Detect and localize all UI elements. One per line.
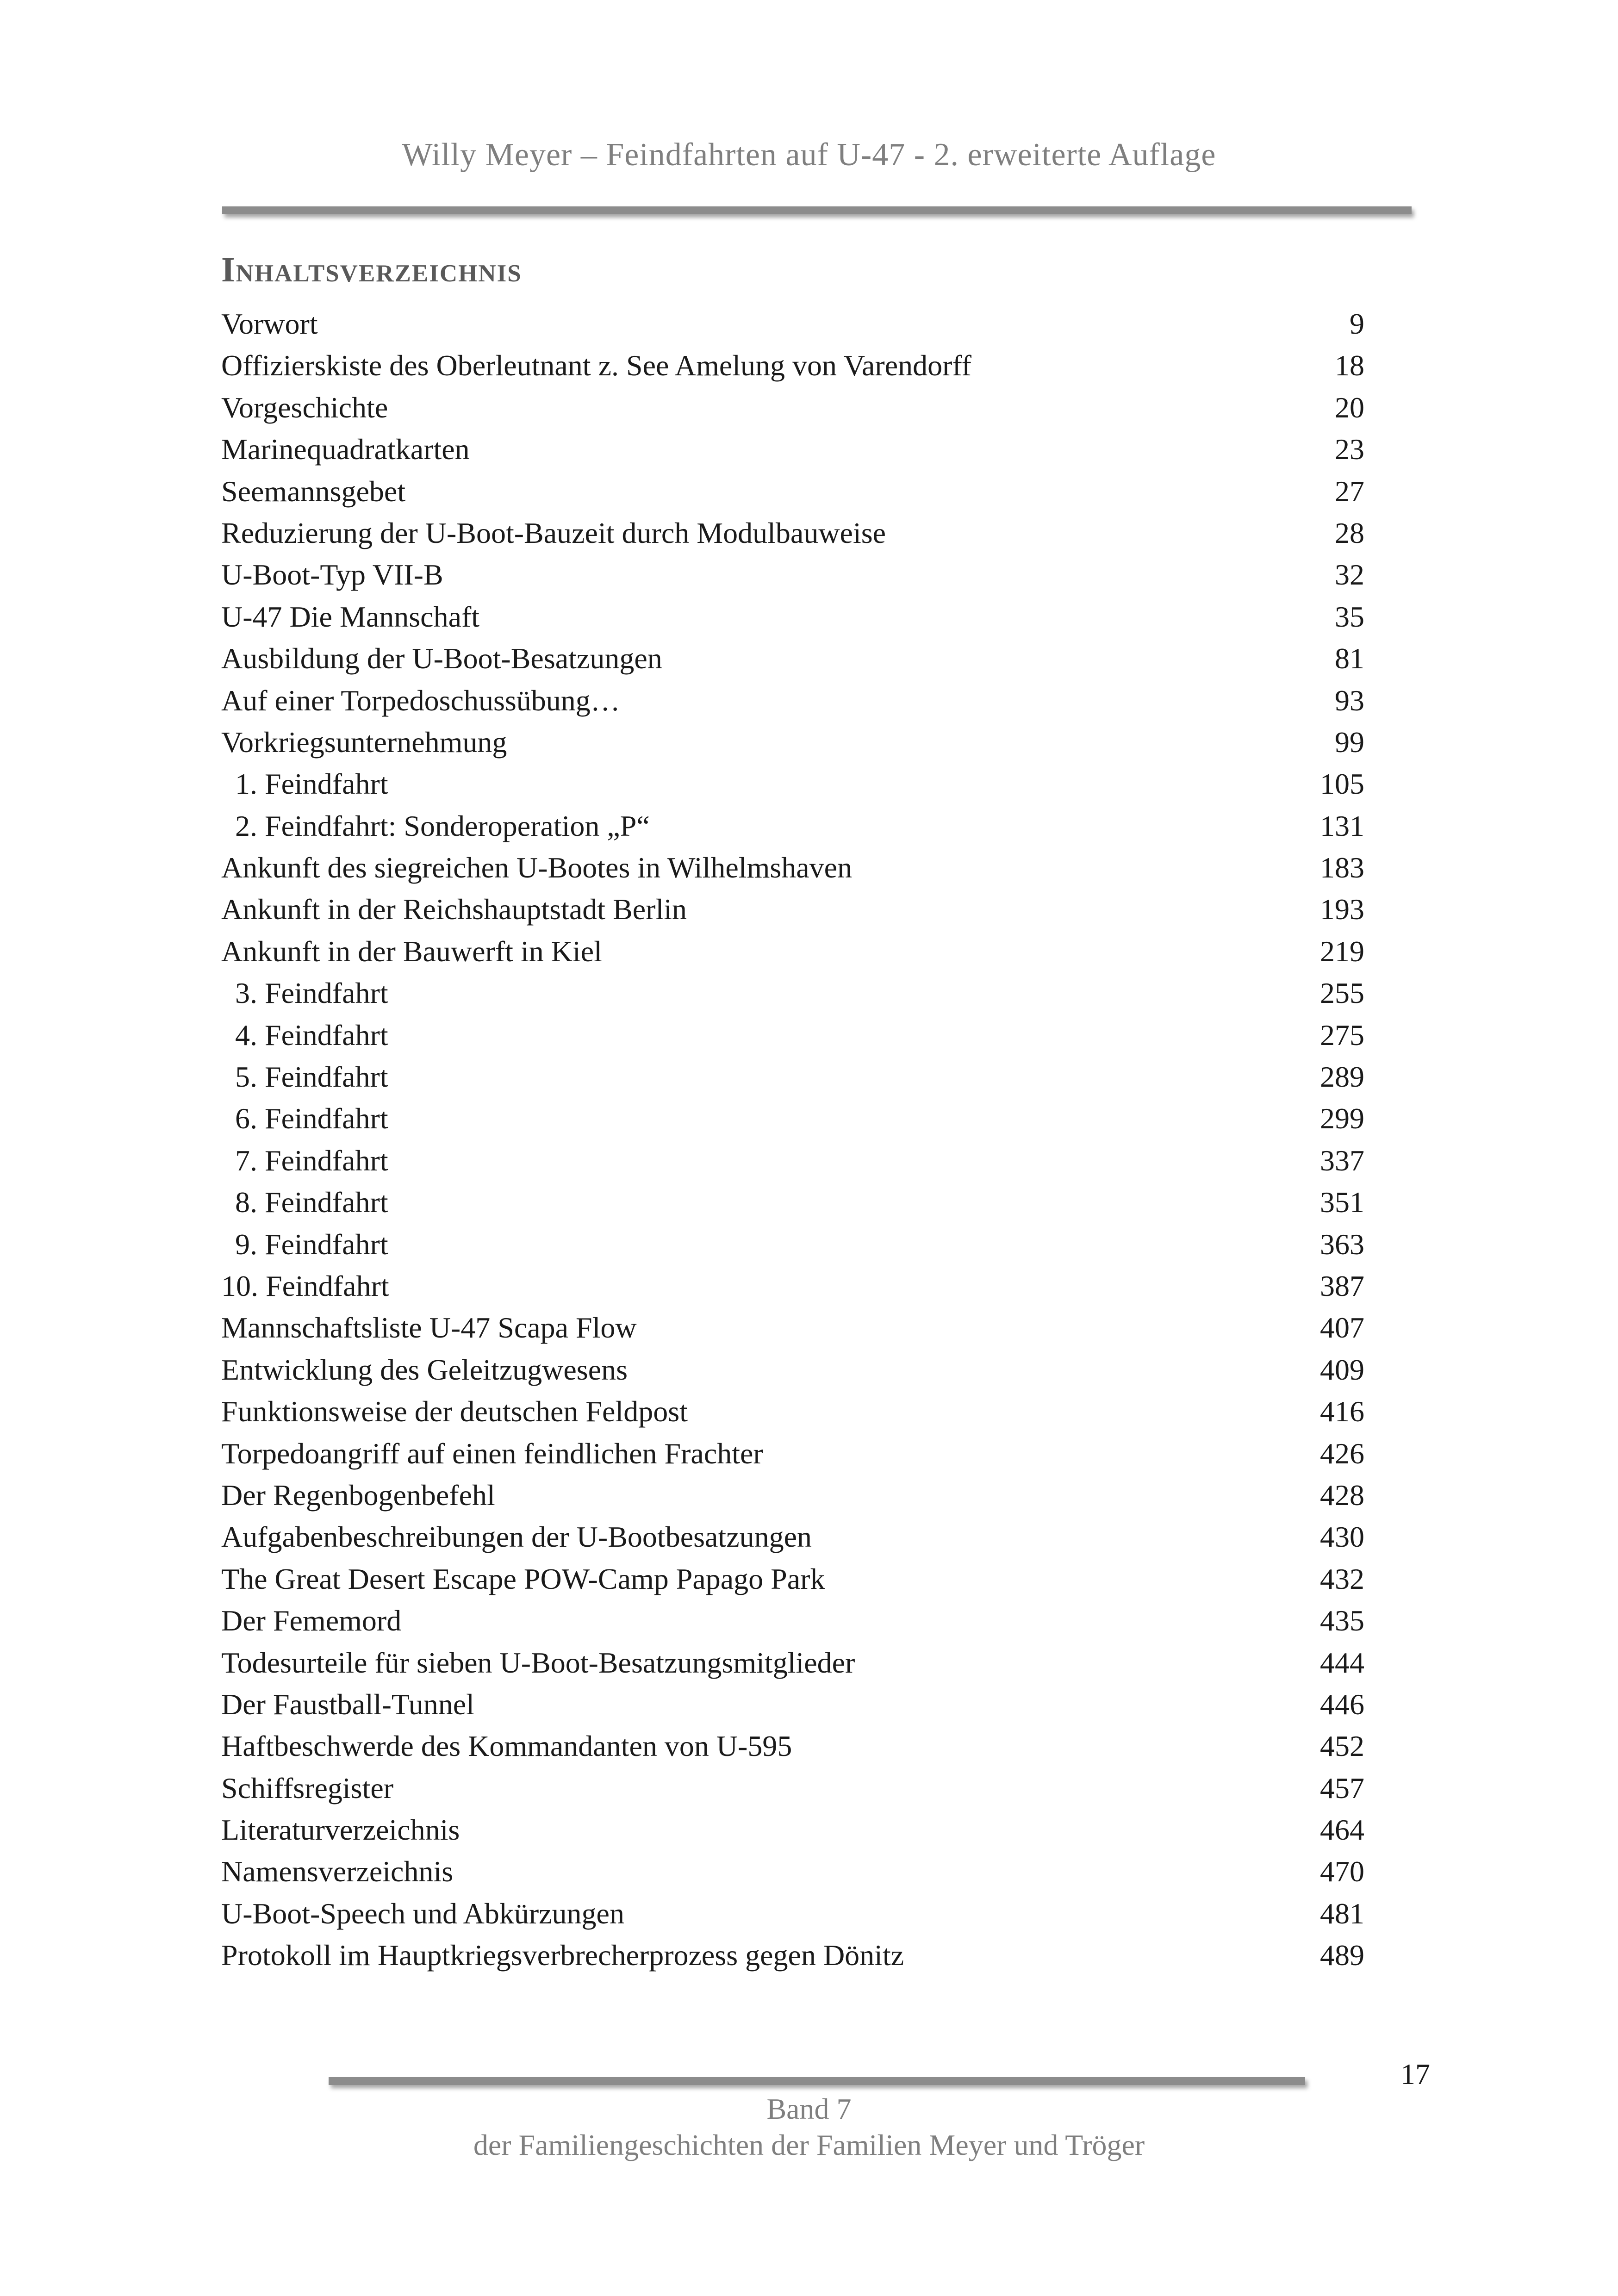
- toc-heading: Inhaltsverzeichnis: [221, 250, 522, 289]
- toc-entry-page: 416: [1320, 1395, 1364, 1428]
- toc-entry: [221, 429, 1364, 470]
- toc-entry-title: Funktionsweise der deutschen Feldpost: [221, 1395, 688, 1428]
- toc-entry-page: 426: [1320, 1437, 1364, 1470]
- toc-entry: [221, 554, 1364, 596]
- toc-entry-page: 18: [1335, 349, 1364, 382]
- toc-entry-page: 432: [1320, 1562, 1364, 1595]
- toc-entry: [221, 1558, 1364, 1600]
- toc-entry: [221, 471, 1364, 512]
- toc-entry: [221, 1056, 1364, 1098]
- toc-entry: [221, 345, 1364, 386]
- toc-entry: [221, 1433, 1364, 1475]
- toc-entry-page: 20: [1335, 391, 1364, 424]
- toc-entry-page: 23: [1335, 433, 1364, 466]
- toc-entry-page: 387: [1320, 1269, 1364, 1302]
- toc-entry: [221, 1224, 1364, 1265]
- toc-entry-title: Vorwort: [221, 307, 318, 340]
- toc-entry: [221, 1098, 1364, 1139]
- toc-entry: [221, 1600, 1364, 1642]
- toc-entry-page: 337: [1320, 1144, 1364, 1177]
- toc-entry-title: Vorgeschichte: [221, 391, 388, 424]
- toc-entry-title: Der Regenbogenbefehl: [221, 1478, 495, 1512]
- toc-entry-title: 4. Feindfahrt: [235, 1018, 388, 1052]
- toc-entry: [221, 847, 1364, 889]
- toc-entry-page: 489: [1320, 1939, 1364, 1972]
- toc-entry-page: 28: [1335, 516, 1364, 549]
- page-number: 17: [1400, 2058, 1430, 2091]
- toc-entry-page: 299: [1320, 1102, 1364, 1135]
- toc-entry: [221, 972, 1364, 1014]
- toc-entry: [221, 1767, 1364, 1809]
- toc-entry-title: Auf einer Torpedoschussübung…: [221, 684, 620, 717]
- footer-rule: [329, 2077, 1305, 2085]
- toc-entry-title: Mannschaftsliste U-47 Scapa Flow: [221, 1311, 637, 1344]
- toc-entry-page: 131: [1320, 809, 1364, 842]
- toc-entry-title: Ausbildung der U-Boot-Besatzungen: [221, 642, 662, 675]
- toc-entry-title: Protokoll im Hauptkriegsverbrecherprozess gegen Dönitz: [221, 1939, 904, 1972]
- toc-entry-title: Entwicklung des Geleitzugwesens: [221, 1353, 628, 1386]
- toc-entry-title: Schiffsregister: [221, 1771, 394, 1804]
- toc-entry-page: 105: [1320, 767, 1364, 801]
- toc-entry-title: Der Faustball-Tunnel: [221, 1687, 474, 1721]
- toc-entry: [221, 1182, 1364, 1223]
- toc-entry-page: 81: [1335, 642, 1364, 675]
- toc-entry-title: Marinequadratkarten: [221, 433, 470, 466]
- toc-entry-page: 183: [1320, 851, 1364, 884]
- toc-entry: [221, 596, 1364, 638]
- toc-entry-title: U-47 Die Mannschaft: [221, 600, 480, 633]
- toc-entry-title: The Great Desert Escape POW-Camp Papago Park: [221, 1562, 825, 1595]
- toc-entry: [221, 387, 1364, 429]
- toc-entry-page: 255: [1320, 977, 1364, 1010]
- toc-entry-page: 32: [1335, 558, 1364, 591]
- toc-entry-page: 93: [1335, 684, 1364, 717]
- toc-entry-page: 452: [1320, 1730, 1364, 1763]
- toc-entry-page: 27: [1335, 474, 1364, 508]
- toc-entry: [221, 1265, 1364, 1307]
- toc-entry-page: 35: [1335, 600, 1364, 633]
- toc-entry: [221, 1140, 1364, 1182]
- toc-entry-title: 5. Feindfahrt: [235, 1060, 388, 1094]
- toc-entry-page: 363: [1320, 1227, 1364, 1261]
- toc-entry-title: 3. Feindfahrt: [235, 977, 388, 1010]
- toc-entry: [221, 889, 1364, 930]
- toc-entry-title: Seemannsgebet: [221, 474, 406, 508]
- toc-entry-title: 10. Feindfahrt: [221, 1269, 389, 1302]
- toc-entry-title: Aufgabenbeschreibungen der U-Bootbesatzungen: [221, 1520, 812, 1554]
- toc-entry-title: Torpedoangriff auf einen feindlichen Frachter: [221, 1437, 763, 1470]
- toc-entry: [221, 638, 1364, 679]
- toc-entry: [221, 1809, 1364, 1851]
- toc-entry-page: 481: [1320, 1897, 1364, 1930]
- toc-list: [221, 303, 1364, 1977]
- toc-entry-page: 275: [1320, 1018, 1364, 1052]
- toc-entry-title: Der Fememord: [221, 1604, 402, 1637]
- toc-entry: [221, 1893, 1364, 1935]
- toc-entry: [221, 1642, 1364, 1684]
- toc-entry-page: 430: [1320, 1520, 1364, 1554]
- footer-series: der Familiengeschichten der Familien Meyer und Tröger: [473, 2128, 1145, 2161]
- toc-entry-title: 8. Feindfahrt: [235, 1186, 388, 1219]
- toc-entry-page: 470: [1320, 1855, 1364, 1888]
- toc-entry-page: 289: [1320, 1060, 1364, 1094]
- toc-entry: [221, 1684, 1364, 1725]
- toc-entry-page: 409: [1320, 1353, 1364, 1386]
- toc-entry-title: Ankunft in der Reichshauptstadt Berlin: [221, 893, 687, 926]
- toc-entry-page: 464: [1320, 1813, 1364, 1847]
- toc-entry: [221, 680, 1364, 722]
- toc-entry: [221, 1349, 1364, 1391]
- toc-entry-title: Ankunft in der Bauwerft in Kiel: [221, 934, 602, 968]
- toc-entry: [221, 1935, 1364, 1976]
- toc-entry: [221, 1725, 1364, 1767]
- toc-entry-page: 193: [1320, 893, 1364, 926]
- toc-entry-title: Reduzierung der U-Boot-Bauzeit durch Modulbauweise: [221, 516, 886, 549]
- toc-entry-page: 219: [1320, 934, 1364, 968]
- toc-entry: [221, 763, 1364, 805]
- toc-entry: [221, 1475, 1364, 1516]
- toc-entry-title: Namensverzeichnis: [221, 1855, 454, 1888]
- toc-entry: [221, 805, 1364, 847]
- toc-entry-page: 428: [1320, 1478, 1364, 1512]
- toc-entry-title: Todesurteile für sieben U-Boot-Besatzungsmitglieder: [221, 1646, 855, 1679]
- toc-entry: [221, 1516, 1364, 1558]
- toc-entry-title: Literaturverzeichnis: [221, 1813, 460, 1847]
- toc-entry-title: 7. Feindfahrt: [235, 1144, 388, 1177]
- header-rule: [222, 206, 1412, 214]
- toc-entry-page: 435: [1320, 1604, 1364, 1637]
- toc-entry: [221, 1391, 1364, 1432]
- toc-entry-title: 1. Feindfahrt: [235, 767, 388, 801]
- toc-entry: [221, 303, 1364, 345]
- toc-entry: [221, 512, 1364, 554]
- toc-entry-title: Vorkriegsunternehmung: [221, 725, 507, 759]
- toc-entry-page: 99: [1335, 725, 1364, 759]
- toc-entry-title: 9. Feindfahrt: [235, 1227, 388, 1261]
- toc-entry-title: Offizierskiste des Oberleutnant z. See Amelung von Varendorff: [221, 349, 971, 382]
- toc-entry-page: 407: [1320, 1311, 1364, 1344]
- toc-entry-title: Ankunft des siegreichen U-Bootes in Wilhelmshaven: [221, 851, 853, 884]
- toc-entry: [221, 931, 1364, 972]
- footer-volume: Band 7: [766, 2092, 852, 2125]
- toc-entry-title: 6. Feindfahrt: [235, 1102, 388, 1135]
- toc-entry-page: 9: [1350, 307, 1364, 340]
- toc-entry-title: U-Boot-Speech und Abkürzungen: [221, 1897, 624, 1930]
- toc-entry-title: Haftbeschwerde des Kommandanten von U-595: [221, 1730, 792, 1763]
- toc-entry: [221, 1307, 1364, 1349]
- toc-entry: [221, 1851, 1364, 1892]
- running-header: Willy Meyer – Feindfahrten auf U-47 - 2. erweiterte Auflage: [402, 137, 1216, 173]
- toc-entry-page: 446: [1320, 1687, 1364, 1721]
- toc-entry-page: 351: [1320, 1186, 1364, 1219]
- toc-entry-page: 457: [1320, 1771, 1364, 1804]
- toc-entry: [221, 1014, 1364, 1056]
- toc-entry-title: U-Boot-Typ VII-B: [221, 558, 443, 591]
- toc-entry: [221, 722, 1364, 763]
- toc-entry-page: 444: [1320, 1646, 1364, 1679]
- toc-entry-title: 2. Feindfahrt: Sonderoperation „P“: [235, 809, 650, 842]
